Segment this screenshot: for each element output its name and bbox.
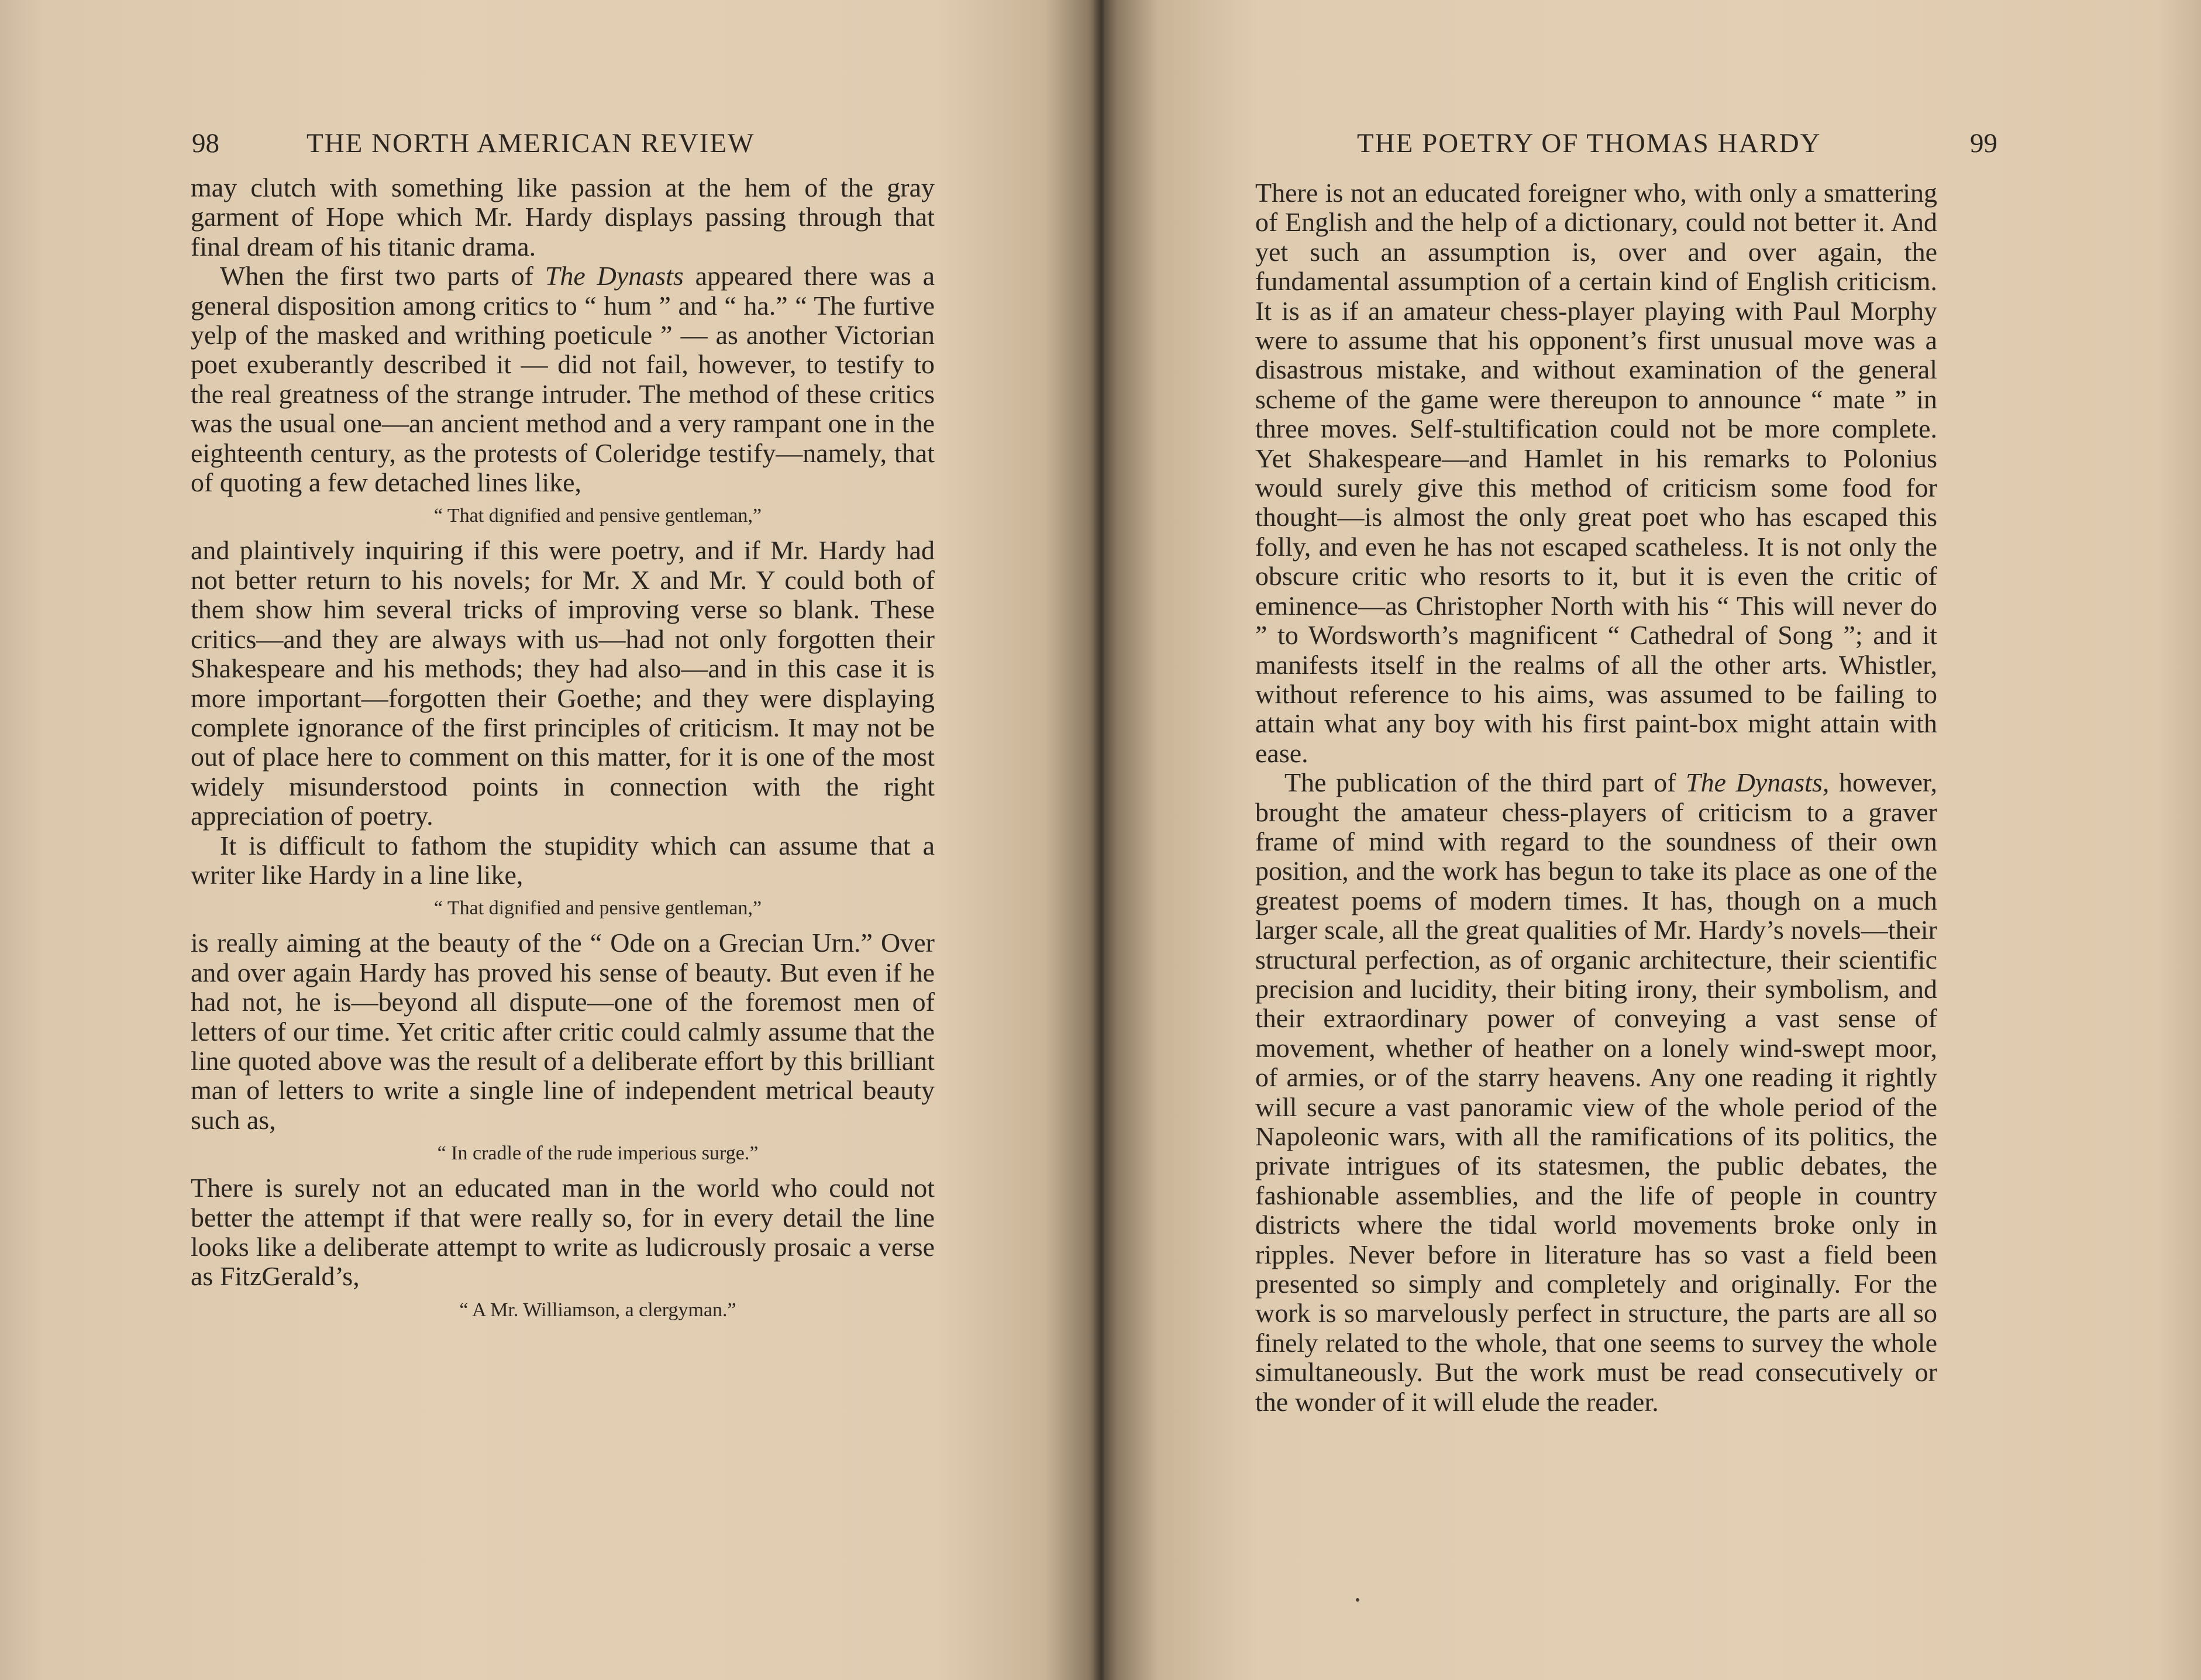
paragraph: may clutch with something like passion at the hem of the gray garment of Hope which Mr. Hardy displays passing through that final dream of his titanic drama. [191, 173, 935, 261]
block-quote: “ That dignified and pensive gentleman,” [433, 505, 762, 527]
paragraph [191, 261, 935, 497]
paragraph: There is not an educated foreigner who, with only a smattering of English and the help of a dictionary, could not better it. And yet such an assumption is, over and over again, the fundamental assumption of a certain kind of English criticism. It is as if an amateur chess-player playing with Paul Morphy were to assume that his opponent’s first unusual move was a disastrous mistake, and without examination of the general scheme of the game were thereupon to announce “ mate ” in three moves. Self-stultification could not be more complete. Yet Shakespeare—and Hamlet in his remarks to Polonius would surely give this method of criticism some food for thought—is almost the only great poet who has escaped this folly, and even he has not escaped scatheless. It is not only the obscure critic who resorts to it, but it is even the critic of eminence—as Christopher North with his “ This will never do ” to Wordsworth’s magnificent “ Cathedral of Song ”; and it manifests itself in the realms of all the other arts. Whistler, without reference to his aims, was assumed to be failing to attain what any boy with his first paint-box might attain with ease. [1255, 178, 1937, 768]
paragraph [1255, 768, 1937, 1417]
page-number: 98 [192, 128, 219, 159]
right-page-body [1255, 178, 1937, 1417]
page-number: 99 [1970, 128, 1997, 159]
block-quote: “ In cradle of the rude imperious surge.” [437, 1142, 759, 1165]
paragraph: is really aiming at the beauty of the “ Ode on a Grecian Urn.” Over and over again Hardy has proved his sense of beauty. But even if he had not, he is—beyond all dispute—one of the foremost men of letters of our time. Yet critic after critic could calmly assume that the line quoted above was the result of a deliberate effort by this brilliant man of letters to write a single line of independent metrical beauty such as, [191, 928, 935, 1135]
text-run: appeared there was a general disposition among critics to “ hum ” and “ ha.” “ The furtive yelp of the masked and writhing poeticule ” — as another Victorian poet exuberantly described it — did not fail, however, to testify to the real greatness of the strange intruder. The method of these critics was the usual one—an ancient method and a very rampant one in the eighteenth century, as the protests of Coleridge testify—namely, that of quoting a few detached lines like, [191, 261, 935, 498]
running-head: THE POETRY OF THOMAS HARDY [1357, 128, 1821, 159]
block-quote: “ That dignified and pensive gentleman,” [433, 897, 762, 920]
running-head: THE NORTH AMERICAN REVIEW [306, 128, 755, 159]
paragraph: and plaintively inquiring if this were poetry, and if Mr. Hardy had not better return to his novels; for Mr. X and Mr. Y could both of them show him several tricks of improving verse so blank. These critics—and they are always with us—had not only forgotten their Shakespeare and his methods; they had also—and in this case it is more important—forgotten their Goethe; and they were displaying complete ignorance of the first principles of criticism. It may not be out of place here to comment on this matter, for it is one of the most widely misunderstood points in connection with the right appreciation of poetry. [191, 535, 935, 831]
text-run: however, brought the amateur chess-players of criticism to a graver frame of mind with regard to the soundness of their own position, and the work has begun to take its place as one of the greatest poems of modern times. It has, though on a much larger scale, all the great qualities of Mr. Hardy’s novels—their structural perfection, as of organic architecture, their scientific precision and lucidity, their biting irony, their symbolism, and their extraordinary power of conveying a vast sense of movement, whether of heather on a lonely wind-swept moor, of armies, or of the starry heavens. Any one reading it rightly will secure a vast panoramic view of the whole period of the Napoleonic wars, with all the ramifications of its politics, the private intrigues of its statesmen, the public debates, the fashionable assemblies, and the life of people in country districts where the tidal world movements broke only in ripples. Never before in literature has so vast a field been presented so simply and completely and originally. For the work is so marvelously perfect in structure, the parts are all so finely related to the whole, that one seems to survey the whole simultaneously. But the work must be read consecutively or the wonder of it will elude the reader. [1255, 767, 1938, 1417]
right-page [1104, 0, 2201, 1680]
left-page-body [191, 173, 935, 1330]
paragraph: There is surely not an educated man in the world who could not better the attempt if that were really so, for in every detail the line looks like a deliberate attempt to write as ludicrously prosaic a verse as FitzGerald’s, [191, 1173, 935, 1292]
left-page [0, 0, 1100, 1680]
paragraph: It is difficult to fathom the stupidity which can assume that a writer like Hardy in a line like, [191, 830, 935, 890]
italic-title: The Dynasts, [1686, 767, 1830, 798]
text-run: The publication of the third part of [1284, 767, 1686, 798]
paper-speck [1356, 1598, 1359, 1602]
text-run: When the first two parts of [220, 261, 545, 291]
italic-title: The Dynasts [545, 261, 684, 291]
block-quote: “ A Mr. Williamson, a clergyman.” [459, 1299, 736, 1321]
